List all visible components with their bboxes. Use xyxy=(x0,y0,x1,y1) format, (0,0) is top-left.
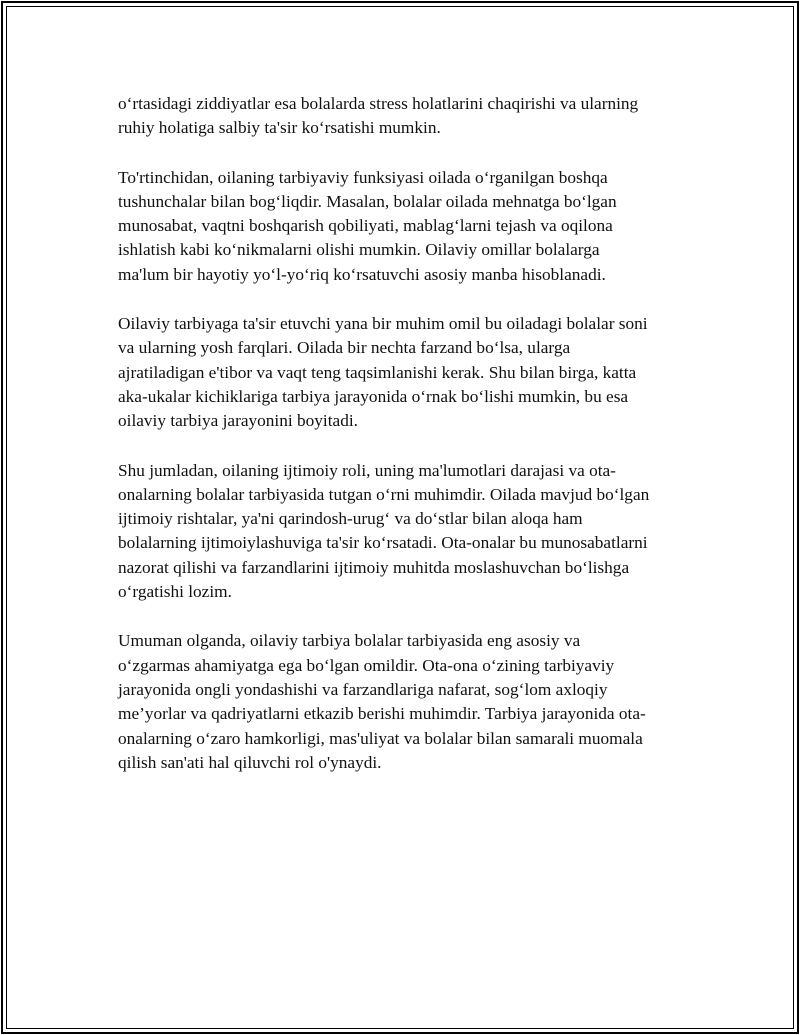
paragraph-4 xyxy=(118,459,688,605)
text-line: ma'lum bir hayotiy yo‘l-yo‘riq ko‘rsatuvchi asosiy manba hisoblanadi. xyxy=(118,264,606,284)
paragraph-2 xyxy=(118,166,688,287)
text-line: bolalarning ijtimoiylashuviga ta'sir ko‘rsatadi. Ota-onalar bu munosabatlarni xyxy=(118,533,648,553)
text-line: Oilaviy tarbiyaga ta'sir etuvchi yana bir muhim omil bu oiladagi bolalar soni xyxy=(118,314,648,334)
paragraph-1 xyxy=(118,92,688,141)
paragraph-3 xyxy=(118,312,688,433)
text-line: munosabat, vaqtni boshqarish qobiliyati, mablag‘larni tejash va oqilona xyxy=(118,216,613,236)
text-line: nazorat qilishi va farzandlarini ijtimoiy muhitda moslashuvchan bo‘lishga xyxy=(118,557,630,577)
text-line: jarayonida ongli yondashishi va farzandlariga nafarat, sog‘lom axloqiy xyxy=(118,679,608,699)
text-line: o‘zgarmas ahamiyatga ega bo‘lgan omildir. Ota-ona o‘zining tarbiyaviy xyxy=(118,655,615,675)
text-line: aka-ukalar kichiklariga tarbiya jarayonida o‘rnak bo‘lishi mumkin, bu esa xyxy=(118,386,629,406)
text-line: va ularning yosh farqlari. Oilada bir nechta farzand bo‘lsa, ularga xyxy=(118,338,571,358)
text-line: me’yorlar va qadriyatlarni etkazib berishi muhimdir. Tarbiya jarayonida ota- xyxy=(118,704,646,724)
text-line: o‘rgatishi lozim. xyxy=(118,582,232,602)
paragraph-5 xyxy=(118,629,688,775)
text-line: ijtimoiy rishtalar, ya'ni qarindosh-urug‘ va do‘stlar bilan aloqa ham xyxy=(118,509,583,529)
text-line: oilaviy tarbiya jarayonini boyitadi. xyxy=(118,411,358,431)
text-line: Shu jumladan, oilaning ijtimoiy roli, uning ma'lumotlari darajasi va ota- xyxy=(118,460,616,480)
text-line: qilish san'ati hal qiluvchi rol o'ynaydi. xyxy=(118,752,382,772)
text-line: onalarning o‘zaro hamkorligi, mas'uliyat va bolalar bilan samarali muomala xyxy=(118,728,643,748)
text-line: Umuman olganda, oilaviy tarbiya bolalar tarbiyasida eng asosiy va xyxy=(118,631,581,651)
text-line: ajratiladigan e'tibor va vaqt teng taqsimlanishi kerak. Shu bilan birga, katta xyxy=(118,362,637,382)
text-line: o‘rtasidagi ziddiyatlar esa bolalarda stress holatlarini chaqirishi va ularning xyxy=(118,94,639,113)
text-line: onalarning bolalar tarbiyasida tutgan o‘rni muhimdir. Oilada mavjud bo‘lgan xyxy=(118,484,650,504)
text-line: ishlatish kabi ko‘nikmalarni olishi mumkin. Oilaviy omillar bolalarga xyxy=(118,240,600,260)
text-line: ruhiy holatiga salbiy ta'sir ko‘rsatishi mumkin. xyxy=(118,118,441,138)
document-body xyxy=(118,92,688,800)
text-line: To'rtinchidan, oilaning tarbiyaviy funksiyasi oilada o‘rganilgan boshqa xyxy=(118,167,608,187)
text-line: tushunchalar bilan bog‘liqdir. Masalan, bolalar oilada mehnatga bo‘lgan xyxy=(118,191,617,211)
